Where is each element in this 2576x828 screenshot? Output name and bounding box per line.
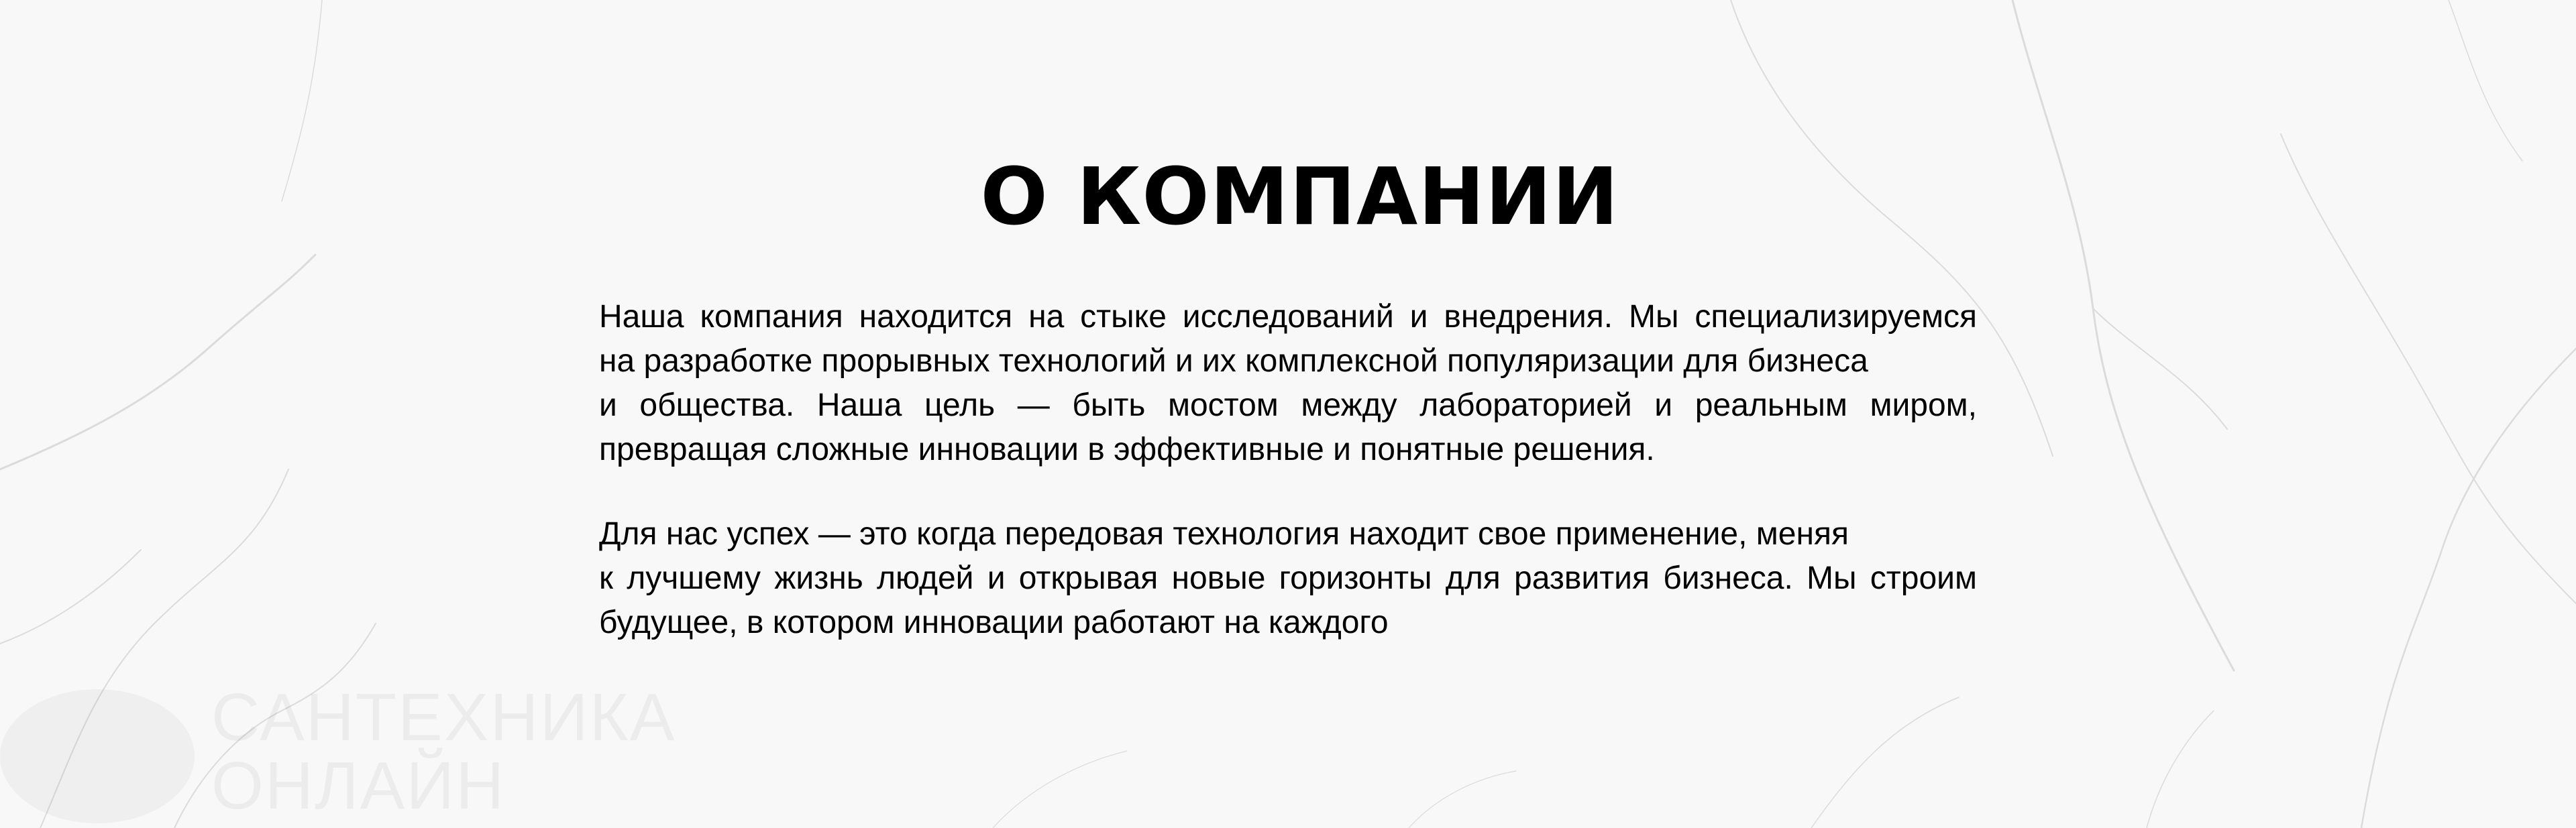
- paragraph-2-line: будущее, в котором инновации работают на каждого: [599, 605, 1389, 640]
- section-title: О КОМПАНИИ: [980, 150, 1619, 243]
- about-section: [599, 146, 1977, 645]
- paragraph-2-line: Для нас успех — это когда передовая технология находит свое применение, меняя: [599, 516, 1849, 552]
- paragraph-1-line: Наша компания находится на стыке исследований и внедрения. Мы специализируемся: [599, 299, 1977, 335]
- about-paragraph-1: [599, 295, 1977, 472]
- paragraph-2-line: к лучшему жизнь людей и открывая новые горизонты для развития бизнеса. Мы строим: [599, 560, 1977, 596]
- paragraph-1-line: на разработке прорывных технологий и их комплексной популяризации для бизнеса: [599, 343, 1868, 379]
- about-paragraph-2: [599, 512, 1977, 645]
- paragraph-1-line: превращая сложные инновации в эффективные и понятные решения.: [599, 432, 1655, 467]
- paragraph-1-line: и общества. Наша цель — быть мостом между лабораторией и реальным миром,: [599, 388, 1977, 423]
